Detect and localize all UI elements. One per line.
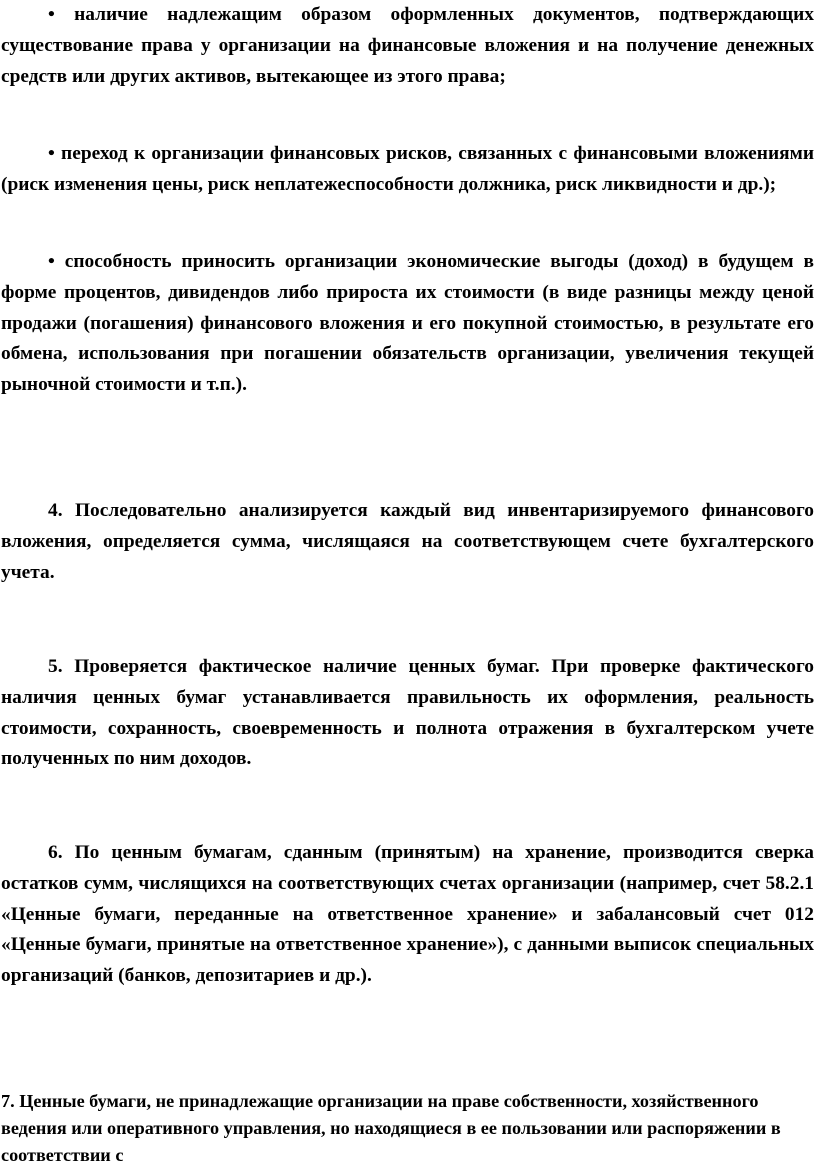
paragraph-item-5: 5. Проверяется фактическое наличие ценных бумаг. При проверке фактического наличия ценных бумаг устанавливается правильность их оформления, реальность стоимости, сохранность, своевременность и полнота отражения в бухгалтерском учете полученных по ним доходов.	[1, 656, 814, 770]
paragraph-bullet-documents: • наличие надлежащим образом оформленных документов, подтверждающих существование права у организации на финансовые вложения и на получение денежных средств или других активов, вытекающее из этого права;	[1, 4, 814, 87]
paragraph-bullet-economic-benefits: • способность приносить организации экономические выгоды (доход) в будущем в форме процентов, дивидендов либо прироста их стоимости (в виде разницы между ценой продажи (погашения) финансового вложения и его покупной стоимостью, в результате его обмена, использования при погашении обязательств организации, увеличения текущей рыночной стоимости и т.п.).	[1, 251, 814, 396]
paragraph-bullet-risks: • переход к организации финансовых рисков, связанных с финансовыми вложениями (риск изменения цены, риск неплатежеспособности должника, риск ликвидности и др.);	[1, 143, 814, 195]
paragraph-item-7: 7. Ценные бумаги, не принадлежащие организации на праве собственности, хозяйственного ведения или оперативного управления, но находящиеся в ее пользовании или распоряжении в соответствии с	[1, 1091, 781, 1165]
paragraph-item-6: 6. По ценным бумагам, сданным (принятым) на хранение, производится сверка остатков сумм, числящихся на соответствующих счетах организации (например, счет 58.2.1 «Ценные бумаги, переданные на ответственное хранение» и забалансовый счет 012 «Ценные бумаги, принятые на ответственное хранение»), с данными выписок специальных организаций (банков, депозитариев и др.).	[1, 842, 814, 987]
paragraph-item-4: 4. Последовательно анализируется каждый вид инвентаризируемого финансового вложения, определяется сумма, числящаяся на соответствующем счете бухгалтерского учета.	[1, 500, 814, 583]
